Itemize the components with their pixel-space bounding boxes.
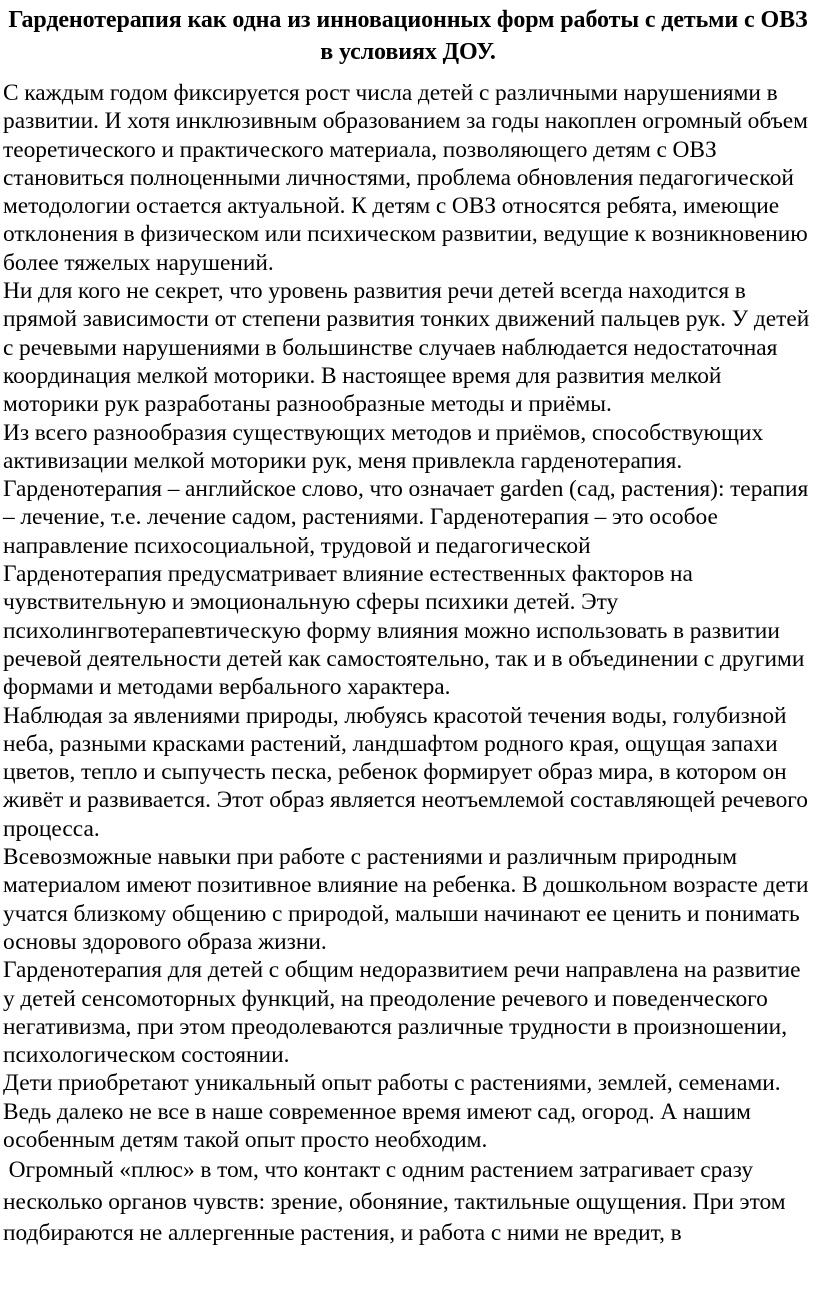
paragraph-influence: Гарденотерапия предусматривает влияние естественных факторов на чувствительную и эмоциональную сферы психики детей. Эту психолингвотерапевтическую форму влияния можно использовать в развитии речевой деятельности детей как самостоятельно, так и в объединении с другими формами и методами вербального характера. bbox=[3, 561, 805, 701]
paragraph-methods: Из всего разнообразия существующих методов и приёмов, способствующих активизации мелкой моторики рук, меня привлекла гарденотерапия. bbox=[3, 419, 764, 474]
paragraph-intro: С каждым годом фиксируется рост числа детей с различными нарушениями в развитии. И хотя инклюзивным образованием за годы накоплен огромный объем теоретического и практического материала, позволяющего детям с ОВЗ становиться полноценными личностями, проблема обновления педагогической методологии остается актуальной. К детям с ОВЗ относятся ребята, имеющие отклонения в физическом или психическом развитии, ведущие к возникновению более тяжелых нарушений. bbox=[3, 80, 808, 276]
paragraph-definition: Гарденотерапия – английское слово, что означает garden (сад, растения): терапия – лечение, т.е. лечение садом, растениями. Гарденотерапия – это особое направление психосоциальной, трудовой и педагогической bbox=[3, 476, 809, 559]
paragraph-speech-development: Гарденотерапия для детей с общим недоразвитием речи направлена на развитие у детей сенсомоторных функций, на преодоление речевого и поведенческого негативизма, при этом преодолеваются различные трудности в произношении, психологическом состоянии. bbox=[3, 957, 801, 1069]
document-title: Гарденотерапия как одна из инновационных форм работы с детьми с ОВЗ в условиях ДОУ. bbox=[8, 7, 808, 65]
paragraph-experience: Дети приобретают уникальный опыт работы с растениями, землей, семенами. Ведь далеко не все в наше современное время имеют сад, огород. А нашим особенным детям такой опыт просто необходим. bbox=[3, 1070, 781, 1153]
paragraph-nature-observation: Наблюдая за явлениями природы, любуясь красотой течения воды, голубизной неба, разными красками растений, ландшафтом родного края, ощущая запахи цветов, тепло и сыпучесть песка, ребенок формирует образ мира, в котором он живёт и развивается. Этот образ является неотъемлемой составляющей речевого процесса. bbox=[3, 702, 808, 842]
paragraph-skills: Всевозможные навыки при работе с растениями и различным природным материалом имеют позитивное влияние на ребенка. В дошкольном возрасте дети учатся близкому общению с природой, малыши начинают ее ценить и понимать основы здорового образа жизни. bbox=[3, 844, 809, 955]
paragraph-fine-motor: Ни для кого не секрет, что уровень развития речи детей всегда находится в прямой зависимости от степени развития тонких движений пальцев рук. У детей с речевыми нарушениями в большинстве случаев наблюдается недостаточная координация мелкой моторики. В настоящее время для развития мелкой моторики рук разработаны разнообразные методы и приёмы. bbox=[3, 278, 810, 418]
document-body bbox=[3, 79, 813, 1250]
paragraph-senses: Огромный «плюс» в том, что контакт с одним растением затрагивает сразу несколько органов чувств: зрение, обоняние, тактильные ощущения. При этом подбираются не аллергенные растения, и работа с ними не вредит, в bbox=[3, 1157, 792, 1247]
